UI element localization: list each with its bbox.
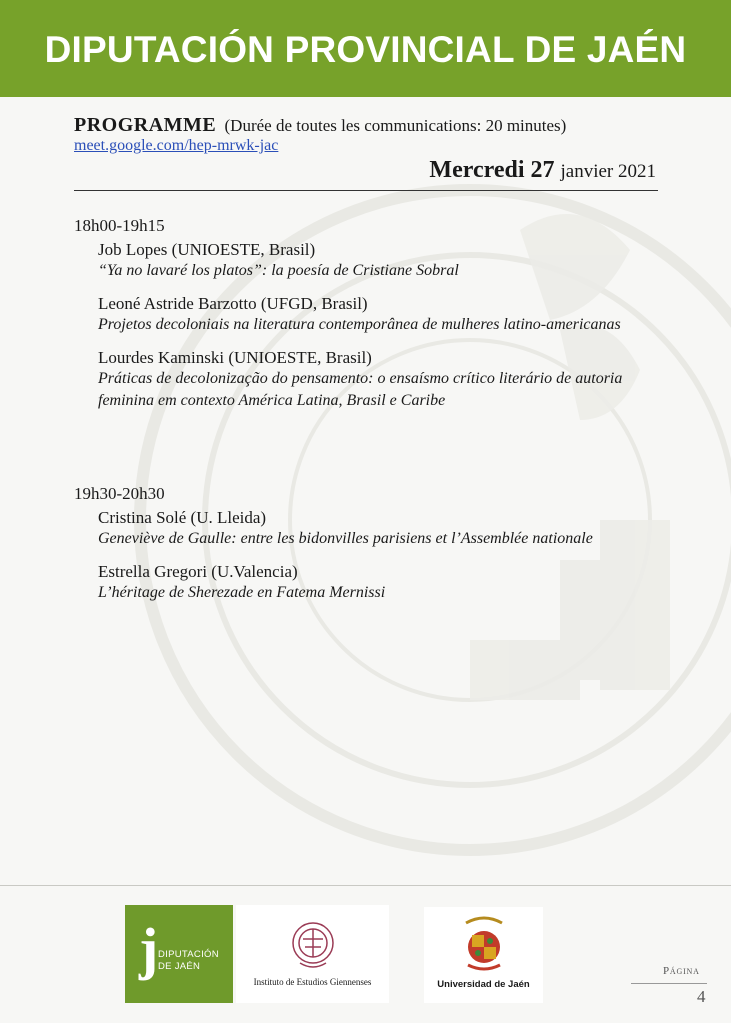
- iee-logo: [236, 905, 389, 1003]
- uja-crest-icon: [460, 913, 508, 973]
- programme-heading-line: [74, 114, 566, 137]
- talk-item: [98, 239, 664, 282]
- session-block: [74, 216, 664, 423]
- talk-item: [98, 293, 664, 336]
- uja-logo: [424, 907, 543, 1003]
- page-number: 4: [697, 987, 706, 1006]
- talk-speaker: Job Lopes (UNIOESTE, Brasil): [98, 240, 316, 259]
- talk-item: [98, 347, 664, 412]
- meet-link[interactable]: meet.google.com/hep-mrwk-jac: [74, 137, 279, 154]
- talk-speaker: Leoné Astride Barzotto (UFGD, Brasil): [98, 294, 368, 313]
- talk-item: [98, 561, 664, 604]
- session-time: 18h00-19h15: [74, 216, 165, 235]
- talk-speaker: Lourdes Kaminski (UNIOESTE, Brasil): [98, 348, 372, 367]
- talk-title: Práticas de decolonização do pensamento: o ensaísmo crítico literário de autoria feminina em contexto América Latina, Brasil e Caribe: [98, 370, 623, 409]
- talk-speaker: Cristina Solé (U. Lleida): [98, 508, 267, 527]
- uja-logo-caption: Universidad de Jaén: [437, 979, 530, 990]
- page-title: DIPUTACIÓN PROVINCIAL DE JAÉN: [44, 28, 687, 70]
- footer-divider: [0, 885, 731, 886]
- talk-title: “Ya no lavaré los platos”: la poesía de Cristiane Sobral: [98, 262, 459, 279]
- talk-title: Projetos decoloniais na literatura contemporânea de mulheres latino-americanas: [98, 316, 621, 333]
- programme-heading: PROGRAMME: [74, 114, 217, 136]
- diputacion-j-mark: j: [139, 916, 159, 981]
- talk-item: [98, 507, 664, 550]
- session-time: 19h30-20h30: [74, 484, 165, 503]
- date-month-year: janvier 2021: [560, 161, 656, 182]
- divider: [74, 190, 658, 191]
- page-label: Página: [663, 965, 700, 977]
- iee-seal-icon: [288, 917, 338, 973]
- page-number-rule: [631, 983, 707, 984]
- iee-logo-caption: Instituto de Estudios Giennenses: [253, 977, 372, 987]
- session-block: [74, 484, 664, 615]
- date-day: 27: [530, 157, 555, 183]
- session-date: [429, 157, 656, 184]
- diputacion-logo-text: DIPUTACIÓN DE JAÉN: [158, 949, 219, 972]
- talk-speaker: Estrella Gregori (U.Valencia): [98, 562, 298, 581]
- date-weekday: Mercredi: [429, 157, 525, 183]
- talk-title: L’héritage de Sherezade en Fatema Mernissi: [98, 584, 386, 601]
- header-banner: [0, 0, 731, 97]
- programme-note: (Durée de toutes les communications: 20 minutes): [224, 116, 567, 135]
- talk-title: Geneviève de Gaulle: entre les bidonvilles parisiens et l’Assemblée nationale: [98, 530, 593, 547]
- diputacion-logo: [125, 905, 233, 1003]
